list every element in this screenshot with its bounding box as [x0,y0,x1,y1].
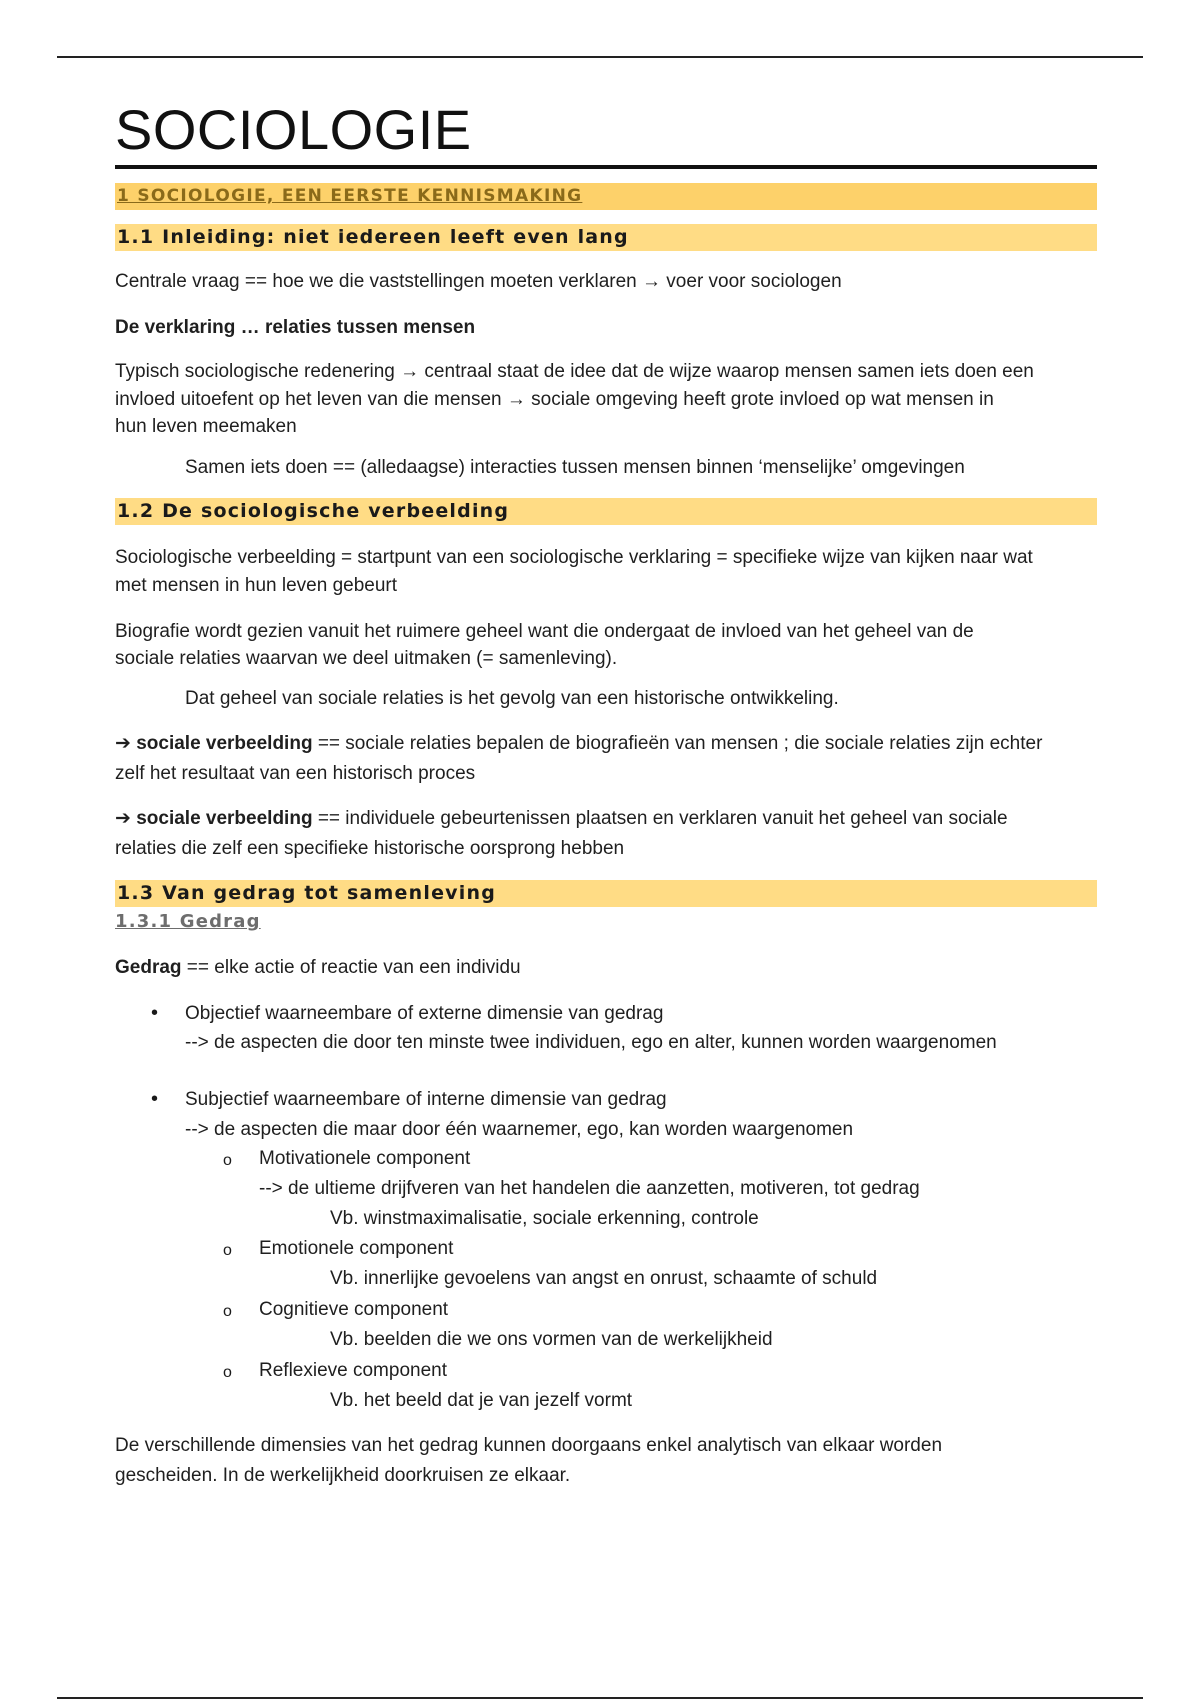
bullet-glyph: • [151,1002,159,1024]
sub-list-note: --> de ultieme drijfveren van het handelen die aanzetten, motiveren, tot gedrag [259,1178,920,1199]
title-underline [115,165,1097,169]
paragraph-line: zelf het resultaat van een historisch proces [115,763,476,784]
paragraph-line: De verschillende dimensies van het gedrag kunnen doorgaans enkel analytisch van elkaar worden [115,1435,943,1456]
page-title: SOCIOLOGIE [115,98,472,161]
heading-1-3-1: 1.3.1 Gedrag [115,911,261,932]
sub-bullet-glyph: o [223,1242,232,1259]
sub-list-item: Cognitieve component [259,1299,449,1320]
list-item-note: --> de aspecten die maar door één waarnemer, ego, kan worden waargenomen [185,1119,854,1140]
paragraph-line: invloed uitoefent op het leven van die mensen → sociale omgeving heeft grote invloed op wat mensen in [115,389,994,410]
heading-1-3: 1.3 Van gedrag tot samenleving [115,880,1097,907]
list-item: Subjectief waarneembare of interne dimensie van gedrag [185,1089,667,1110]
heading-section-1 [115,183,1097,210]
paragraph-line: sociale relaties waarvan we deel uitmaken (= samenleving). [115,648,618,669]
sub-bullet-glyph: o [223,1303,232,1320]
term-sociale-verbeelding: ➔ sociale verbeelding [115,808,313,829]
sub-list-example: Vb. beelden die we ons vormen van de werkelijkheid [330,1329,773,1350]
sub-list-item: Motivationele component [259,1148,471,1169]
paragraph-line [115,730,1097,758]
page-top-rule [57,56,1143,58]
paragraph-line: hun leven meemaken [115,416,297,437]
sub-list-item: Emotionele component [259,1238,454,1259]
definition-text: == elke actie of reactie van een individu [181,957,521,978]
paragraph-line: Biografie wordt gezien vanuit het ruimere geheel want die ondergaat de invloed van het geheel van de [115,621,974,642]
definition-text: == sociale relaties bepalen de biografieën van mensen ; die sociale relaties zijn echter [312,733,1043,754]
paragraph-line: Sociologische verbeelding = startpunt van een sociologische verklaring = specifieke wijze van kijken naar wat [115,547,1033,568]
sub-list-example: Vb. winstmaximalisatie, sociale erkenning, controle [330,1208,759,1229]
bullet-glyph: • [151,1088,159,1110]
heading-1-1: 1.1 Inleiding: niet iedereen leeft even lang [115,224,1097,251]
sub-list-example: Vb. innerlijke gevoelens van angst en onrust, schaamte of schuld [330,1268,878,1289]
paragraph: Centrale vraag == hoe we die vaststellingen moeten verklaren → voer voor sociologen [115,271,842,292]
paragraph-line: gescheiden. In de werkelijkheid doorkruisen ze elkaar. [115,1465,571,1486]
term-sociale-verbeelding: ➔ sociale verbeelding [115,733,313,754]
paragraph-indented: Samen iets doen == (alledaagse) interacties tussen mensen binnen ‘menselijke’ omgevingen [185,457,965,478]
sub-list-example: Vb. het beeld dat je van jezelf vormt [330,1390,633,1411]
term-gedrag: Gedrag [115,957,182,978]
list-item-note: --> de aspecten die door ten minste twee individuen, ego en alter, kunnen worden waargenomen [185,1032,997,1053]
paragraph-line: relaties die zelf een specifieke historische oorsprong hebben [115,838,625,859]
paragraph-line [115,805,1097,833]
list-item: Objectief waarneembare of externe dimensie van gedrag [185,1003,664,1024]
heading-section-1-text: 1 SOCIOLOGIE, EEN EERSTE KENNISMAKING [117,186,583,206]
definition-text: == individuele gebeurtenissen plaatsen en verklaren vanuit het geheel van sociale [312,808,1008,829]
paragraph-line: met mensen in hun leven gebeurt [115,575,398,596]
definition [115,954,1097,982]
paragraph-indented: Dat geheel van sociale relaties is het gevolg van een historische ontwikkeling. [185,688,839,709]
paragraph-bold: De verklaring … relaties tussen mensen [115,317,476,338]
page-bottom-rule [57,1697,1143,1699]
sub-bullet-glyph: o [223,1152,232,1169]
paragraph-line: Typisch sociologische redenering → centraal staat de idee dat de wijze waarop mensen samen iets doen een [115,361,1034,382]
heading-1-2: 1.2 De sociologische verbeelding [115,498,1097,525]
sub-bullet-glyph: o [223,1364,232,1381]
sub-list-item: Reflexieve component [259,1360,447,1381]
